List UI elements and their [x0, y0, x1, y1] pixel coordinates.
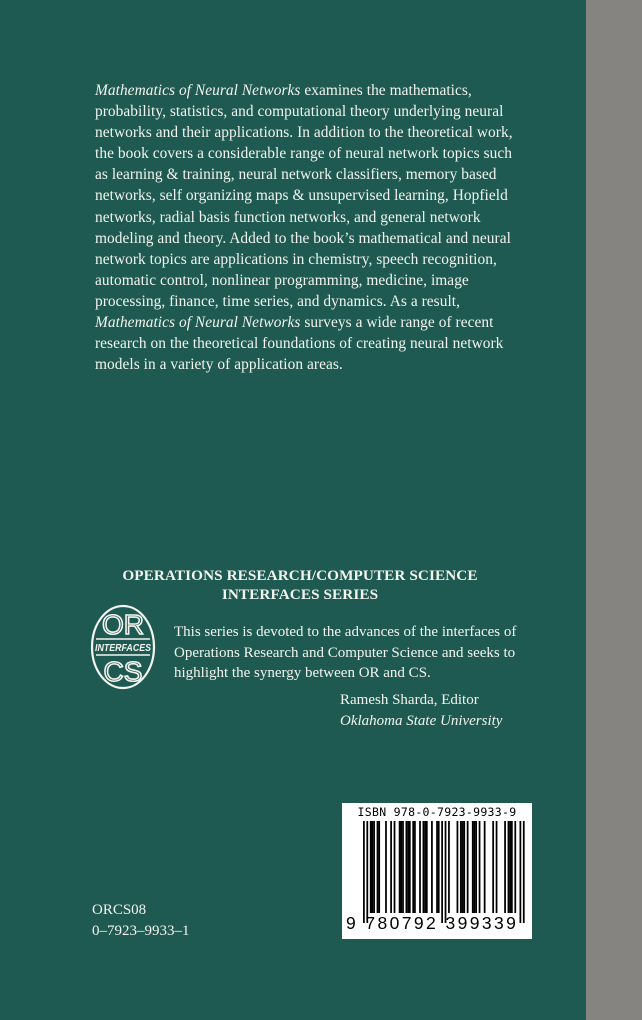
barcode-bar [475, 821, 477, 913]
barcode-bar [504, 821, 506, 913]
book-title-italic: Mathematics of Neural Networks [95, 82, 301, 99]
barcode-bar [399, 821, 401, 913]
barcode-bar [441, 821, 443, 923]
barcode-bar [407, 821, 409, 913]
description-text-1: examines the mathematics, probability, statistics, and computational theory underlying neural networks and their applications. In addition to the theoretical work, the book covers a considerable range of neural network topics such as learning & training, neural network classifiers, memory based networks, self organizing maps & unsupervised learning, Hopfield networks, radial basis function networks, and general network modeling and theory. Added to the book’s mathematical and neural network topics are applications in chemistry, speech recognition, automatic control, nonlinear programming, medicine, image processing, finance, time series, and dynamics. As a result, [95, 82, 513, 310]
barcode-bar [462, 821, 464, 913]
series-title-line-1: OPERATIONS RESEARCH/COMPUTER SCIENCE [122, 567, 478, 584]
barcode-bar [511, 821, 513, 913]
barcode-bar [523, 821, 525, 923]
series-title-line-2: INTERFACES SERIES [221, 586, 379, 603]
barcode-bar [394, 821, 396, 913]
barcode-bar [423, 821, 425, 913]
series-code: ORCS08 [92, 902, 147, 918]
barcode-bar [436, 821, 438, 913]
barcode-bar [496, 821, 498, 913]
barcode-bar [363, 821, 365, 923]
barcode-bar [484, 821, 486, 913]
barcode-bar [372, 821, 374, 913]
barcode-bar [467, 821, 469, 913]
isbn-label: ISBN 978-0-7923-9933-9 [357, 805, 517, 819]
description-text-2: surveys a wide range of recent research on the theoretical foundations of creating neural network models in a variety of application areas. [95, 314, 504, 374]
barcode-bar [424, 821, 426, 913]
barcode-bar [514, 821, 516, 913]
barcode-bar [412, 821, 414, 913]
barcode-bar [419, 821, 421, 913]
series-description: This series is devoted to the advances of the interfaces of Operations Research and Computer Science and seeks to highlight the synergy between OR and CS. [174, 624, 517, 681]
logo-cs-text: CS [103, 656, 143, 687]
isbn-barcode [342, 803, 532, 939]
book-title-italic-2: Mathematics of Neural Networks [95, 314, 301, 332]
barcode-bar [492, 821, 494, 913]
series-title [74, 566, 526, 604]
barcode-bar [520, 821, 522, 923]
barcode-bar [373, 821, 375, 913]
editor-university: Oklahoma State University [340, 712, 503, 729]
orcs-logo [90, 604, 156, 690]
barcode-bar [472, 821, 474, 913]
barcode-bar [438, 821, 440, 913]
logo-interfaces-text: INTERFACES [95, 642, 151, 654]
barcode-bar [460, 821, 462, 913]
barcode-bar [366, 821, 368, 923]
barcode-bar [457, 821, 459, 913]
barcode-bar [385, 821, 387, 913]
barcode-bar [448, 821, 450, 913]
barcode-bar [377, 821, 379, 913]
barcode-bar [445, 821, 447, 923]
logo-or-text: OR [102, 609, 144, 640]
barcode-bar [431, 821, 433, 913]
barcode-bar [426, 821, 428, 913]
barcode-bar [479, 821, 481, 913]
barcode-bar [370, 821, 372, 913]
barcode-bar [409, 821, 411, 913]
editor-name: Ramesh Sharda, Editor [340, 692, 479, 708]
barcode-bar [474, 821, 476, 913]
barcode-bar [463, 821, 465, 913]
spine-strip [586, 0, 642, 1020]
ean-digits: 9 780792 399339 [346, 913, 519, 933]
series-editor [340, 690, 540, 731]
barcode-bar [414, 821, 416, 913]
barcode-bar [400, 821, 402, 913]
isbn-short: 0–7923–9933–1 [92, 923, 190, 939]
barcode-bar [509, 821, 511, 913]
barcode-bar [402, 821, 404, 913]
book-description [95, 80, 527, 375]
barcode-bar [508, 821, 510, 913]
barcode-bar [406, 821, 408, 913]
barcode-bar [378, 821, 380, 913]
book-codes [92, 900, 190, 942]
barcode-bar [390, 821, 392, 913]
